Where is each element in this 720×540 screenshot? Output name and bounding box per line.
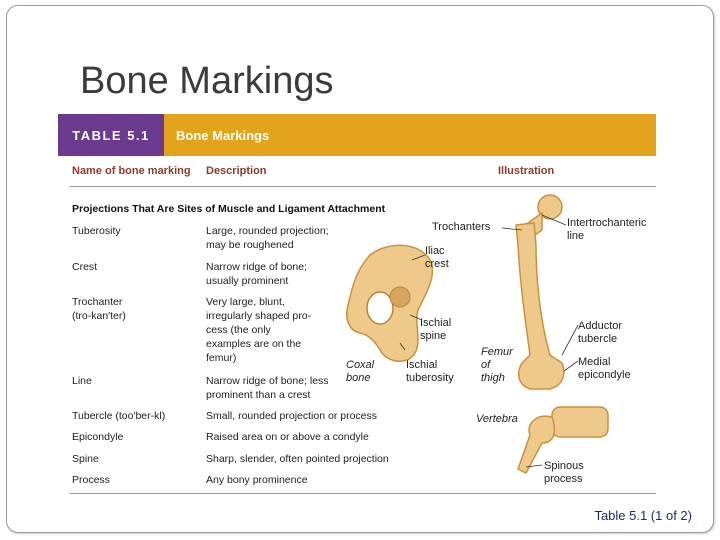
obturator-foramen — [367, 292, 393, 324]
slide-title: Bone Markings — [80, 60, 334, 102]
label-intertrochanteric-line: Intertrochanteric line — [567, 217, 647, 242]
table-title: Bone Markings — [164, 114, 656, 156]
label-coxal-bone: Coxal bone — [346, 359, 375, 384]
femur-shape — [516, 195, 564, 389]
label-spinous-process: Spinous process — [544, 460, 584, 485]
row-description: Any bony prominence — [206, 474, 308, 486]
row-name: Process — [72, 474, 110, 486]
slide-caption: Table 5.1 (1 of 2) — [594, 508, 692, 523]
row-name: Line — [72, 375, 92, 387]
row-name: Epicondyle — [72, 431, 124, 443]
label-vertebra: Vertebra — [476, 413, 518, 425]
acetabulum — [390, 287, 410, 307]
row-description: Narrow ridge of bone; less prominent than a crest — [206, 375, 329, 401]
table-header — [58, 114, 656, 156]
column-header-description: Description — [206, 165, 267, 177]
row-description: Narrow ridge of bone; usually prominent — [206, 261, 307, 287]
label-trochanters: Trochanters — [432, 221, 491, 233]
row-name: Tuberosity — [72, 225, 121, 237]
row-name: Trochanter (tro-kan′ter) — [72, 296, 126, 322]
label-ischial-spine: Ischial spine — [420, 317, 452, 342]
row-description: Sharp, slender, often pointed projection — [206, 453, 389, 465]
label-adductor-tubercle: Adductor tubercle — [578, 320, 623, 345]
row-description: Very large, blunt, irregularly shaped pro- cess (the only examples are on the femur) — [206, 296, 312, 364]
column-header-name: Name of bone marking — [72, 165, 191, 177]
label-femur: Femur of thigh — [481, 346, 513, 384]
row-description: Raised area on or above a condyle — [206, 431, 369, 443]
label-medial-epicondyle: Medial epicondyle — [578, 356, 631, 381]
column-header-illustration: Illustration — [498, 165, 555, 177]
row-name: Crest — [72, 261, 98, 273]
label-ischial-tuberosity: Ischial tuberosity — [406, 359, 454, 384]
row-description: Large, rounded projection; may be roughened — [206, 225, 329, 251]
row-name: Tubercle (too′ber-kl) — [72, 410, 166, 422]
footer-rule — [70, 493, 656, 494]
section-heading: Projections That Are Sites of Muscle and Ligament Attachment — [72, 203, 386, 215]
row-name: Spine — [72, 453, 99, 465]
table-label: TABLE 5.1 — [58, 114, 164, 156]
row-description: Small, rounded projection or process — [206, 410, 378, 422]
label-iliac-crest: Iliac crest — [425, 245, 449, 270]
